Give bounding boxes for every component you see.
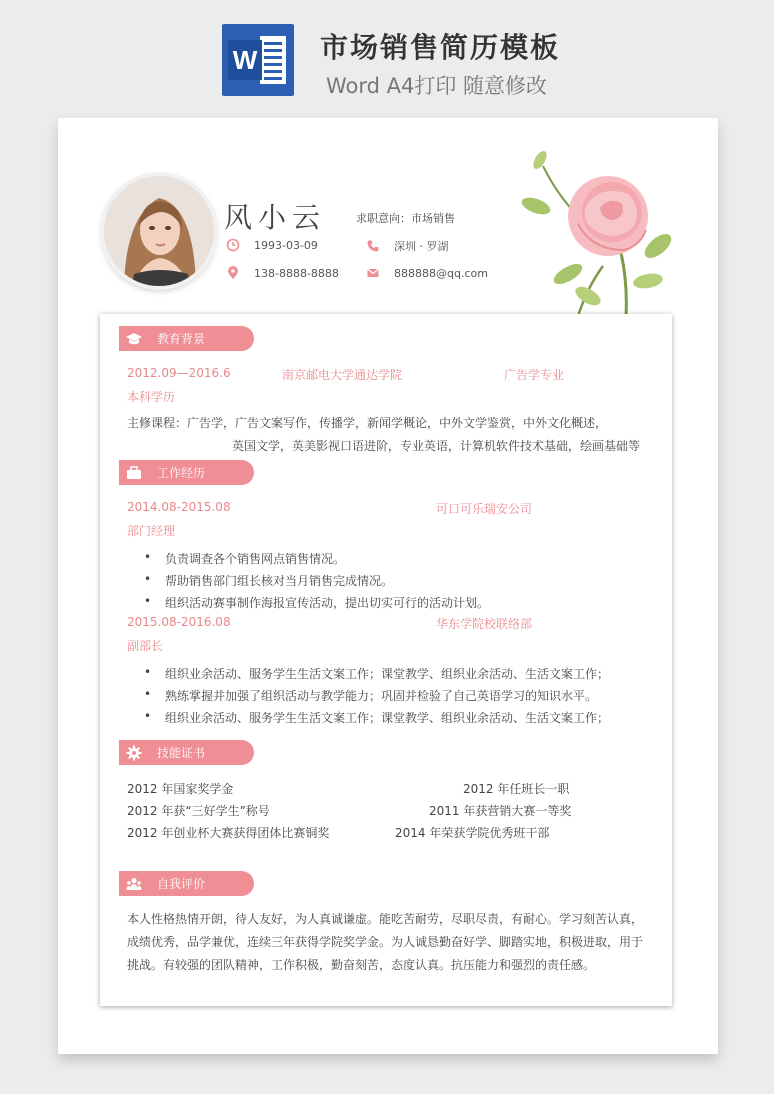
page-title: 市场销售简历模板 <box>320 31 561 64</box>
education-degree: 本科学历 <box>127 390 176 404</box>
job1-bullet: • 帮助销售部门组长核对当月销售完成情况。 <box>165 572 393 589</box>
job2-role: 副部长 <box>127 639 164 653</box>
education-period: 2012.09—2016.6 <box>127 366 231 380</box>
job2-bullet: • 组织业余活动、服务学生生活文案工作；课堂教学、组织业余活动、生活文案工作； <box>165 709 609 726</box>
job1-bullet: • 组织活动赛事制作海报宣传活动，提出切实可行的活动计划。 <box>165 594 489 611</box>
section-self-evaluation <box>119 871 254 896</box>
section-education-title: 教育背景 <box>157 332 206 346</box>
rose-illustration <box>508 146 678 316</box>
section-skills <box>119 740 254 765</box>
clock-icon <box>226 238 240 252</box>
job2-bullet: • 组织业余活动、服务学生生活文案工作；课堂教学、组织业余活动、生活文案工作； <box>165 665 609 682</box>
section-skills-title: 技能证书 <box>157 746 206 760</box>
page-subtitle: Word A4打印 随意修改 <box>326 74 548 98</box>
phone-row <box>226 266 339 280</box>
job1-bullet: • 负责调查各个销售网点销售情况。 <box>165 550 345 567</box>
birthday: 1993-03-09 <box>254 238 318 252</box>
job2-bullet: • 熟练掌握并加强了组织活动与教学能力；巩固并检验了自己英语学习的知识水平。 <box>165 687 597 704</box>
location-row <box>366 238 449 254</box>
mail-icon <box>366 266 380 280</box>
self-evaluation-line: 挑战。有较强的团队精神，工作积极，勤奋刻苦，态度认真。抗压能力和强烈的责任感。 <box>127 958 596 972</box>
job2-period: 2015.08-2016.08 <box>127 615 231 629</box>
phone-icon <box>366 239 380 253</box>
word-logo-icon <box>222 24 294 96</box>
email: 888888@qq.com <box>394 266 488 280</box>
skill-item: 2012 年任班长一职 <box>463 782 570 796</box>
section-education <box>119 326 254 351</box>
education-courses-line2: 英国文学，英美影视口语进阶，专业英语，计算机软件技术基础，绘画基础等 <box>232 439 641 453</box>
skill-item: 2011 年获营销大赛一等奖 <box>429 804 572 818</box>
applicant-name: 风小云 <box>224 201 327 234</box>
birthday-row <box>226 238 318 252</box>
self-evaluation-line: 本人性格热情开朗，待人友好，为人真诚谦虚。能吃苦耐劳，尽职尽责，有耐心。学习刻苦认真， <box>127 912 644 926</box>
skill-item: 2012 年创业杯大赛获得团体比赛铜奖 <box>127 826 330 840</box>
gear-icon <box>126 745 142 761</box>
job2-company: 华东学院校联络部 <box>436 617 533 631</box>
section-work-title: 工作经历 <box>157 466 206 480</box>
education-courses-line1: 主修课程：广告学，广告文案写作，传播学，新闻学概论，中外文学鉴赏，中外文化概述， <box>127 416 608 430</box>
skill-item: 2012 年获“三好学生”称号 <box>127 804 270 818</box>
resume-content-card <box>100 314 672 1006</box>
graduation-cap-icon <box>125 332 143 346</box>
job-intent: 求职意向：市场销售 <box>356 212 455 225</box>
self-evaluation-line: 成绩优秀，品学兼优，连续三年获得学院奖学金。为人诚恳勤奋好学、脚踏实地，积极进取，用于 <box>127 935 644 949</box>
section-work <box>119 460 254 485</box>
location: 深圳 · 罗湖 <box>394 240 449 253</box>
avatar <box>104 176 214 286</box>
education-school: 南京邮电大学通达学院 <box>282 368 403 382</box>
word-letter: W <box>228 40 262 80</box>
job1-company: 可口可乐瑞安公司 <box>436 502 533 516</box>
job1-period: 2014.08-2015.08 <box>127 500 231 514</box>
document-lines-icon <box>260 36 286 84</box>
phone-number: 138-8888-8888 <box>254 266 339 280</box>
job1-role: 部门经理 <box>127 524 176 538</box>
briefcase-icon <box>126 466 142 480</box>
section-self-evaluation-title: 自我评价 <box>157 877 206 891</box>
email-row <box>366 266 488 280</box>
skill-item: 2014 年荣获学院优秀班干部 <box>395 826 550 840</box>
skill-item: 2012 年国家奖学金 <box>127 782 234 796</box>
people-icon <box>126 877 142 891</box>
location-pin-icon <box>226 266 240 280</box>
education-major: 广告学专业 <box>504 368 565 382</box>
